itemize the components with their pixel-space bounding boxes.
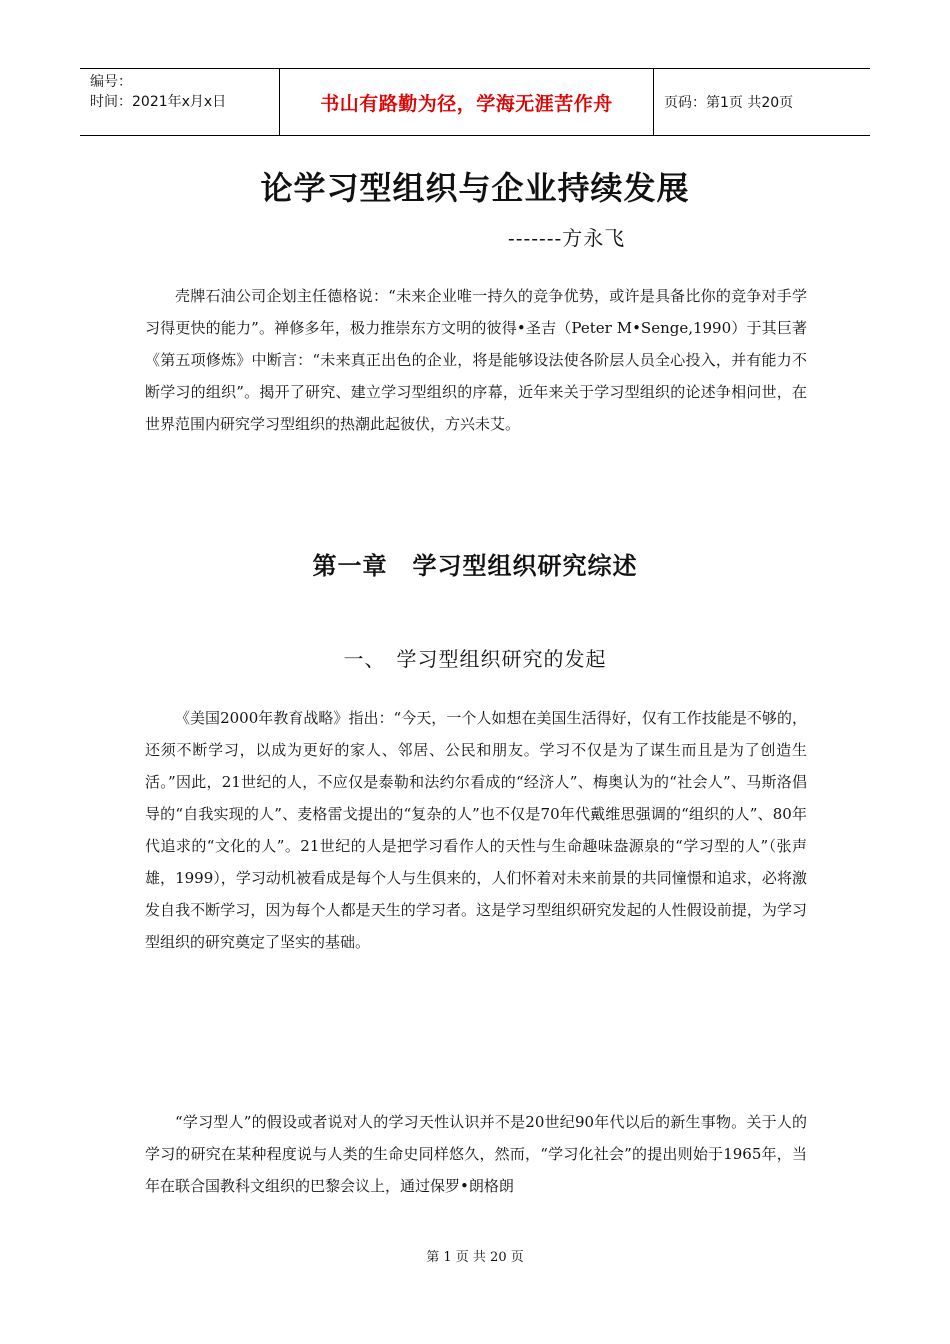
- time-label: 时间：2021年x月x日: [90, 94, 227, 110]
- body-paragraph-1: 《美国2000年教育战略》指出：“今天，一个人如想在美国生活得好，仅有工作技能是不够的，还须不断学习，以成为更好的家人、邻居、公民和朋友。学习不仅是为了谋生而且是为了创造生活。”因此，21世纪的人，不应仅是泰勒和法约尔看成的“经济人”、梅奥认为的“社会人”、马斯洛倡导的“自我实现的人”、麦格雷戈提出的“复杂的人”也不仅是70年代戴维思强调的“组织的人”、80年代追求的“文化的人”。21世纪的人是把学习看作人的天性与生命趣味盎源泉的“学习型的人”（张声雄，1999），学习动机被看成是每个人与生俱来的，人们怀着对未来前景的共同憧憬和追求，必将激发自我不断学习，因为每个人都是天生的学习者。这是学习型组织研究发起的人性假设前提，为学习型组织的研究奠定了坚实的基础。: [145, 709, 807, 951]
- number-label: 编号：: [90, 74, 132, 90]
- intro-paragraph: 壳牌石油公司企划主任德格说：“未来企业唯一持久的竞争优势，或许是具备比你的竞争对手学习得更快的能力”。禅修多年，极力推崇东方文明的彼得•圣吉（Peter M•Senge,1990）于其巨著《第五项修炼》中断言：“未来真正出色的企业，将是能够设法使各阶层人员全心投入，并有能力不断学习的组织”。揭开了研究、建立学习型组织的序幕，近年来关于学习型组织的论述争相问世，在世界范围内研究学习型组织的热潮此起彼伏，方兴未艾。: [145, 287, 807, 433]
- page-footer: 第 1 页 共 20 页: [426, 1250, 524, 1265]
- header-meta: [80, 69, 280, 135]
- document-author: -------方永飞: [508, 226, 626, 250]
- section-title: 一、 学习型组织研究的发起: [343, 647, 607, 671]
- document-header: [80, 68, 870, 136]
- body-paragraph-2: “学习型人”的假设或者说对人的学习天性认识并不是20世纪90年代以后的新生事物。关于人的学习的研究在某种程度说与人类的生命史同样悠久，然而，“学习化社会”的提出则始于1965年，当年在联合国教科文组织的巴黎会议上，通过保罗•朗格朗: [145, 1113, 807, 1195]
- chapter-title: 第一章 学习型组织研究综述: [312, 551, 638, 580]
- document-title: 论学习型组织与企业持续发展: [260, 169, 690, 207]
- header-page-info: 页码：第1页 共20页: [664, 95, 794, 111]
- header-motto: 书山有路勤为径，学海无涯苦作舟: [280, 69, 654, 135]
